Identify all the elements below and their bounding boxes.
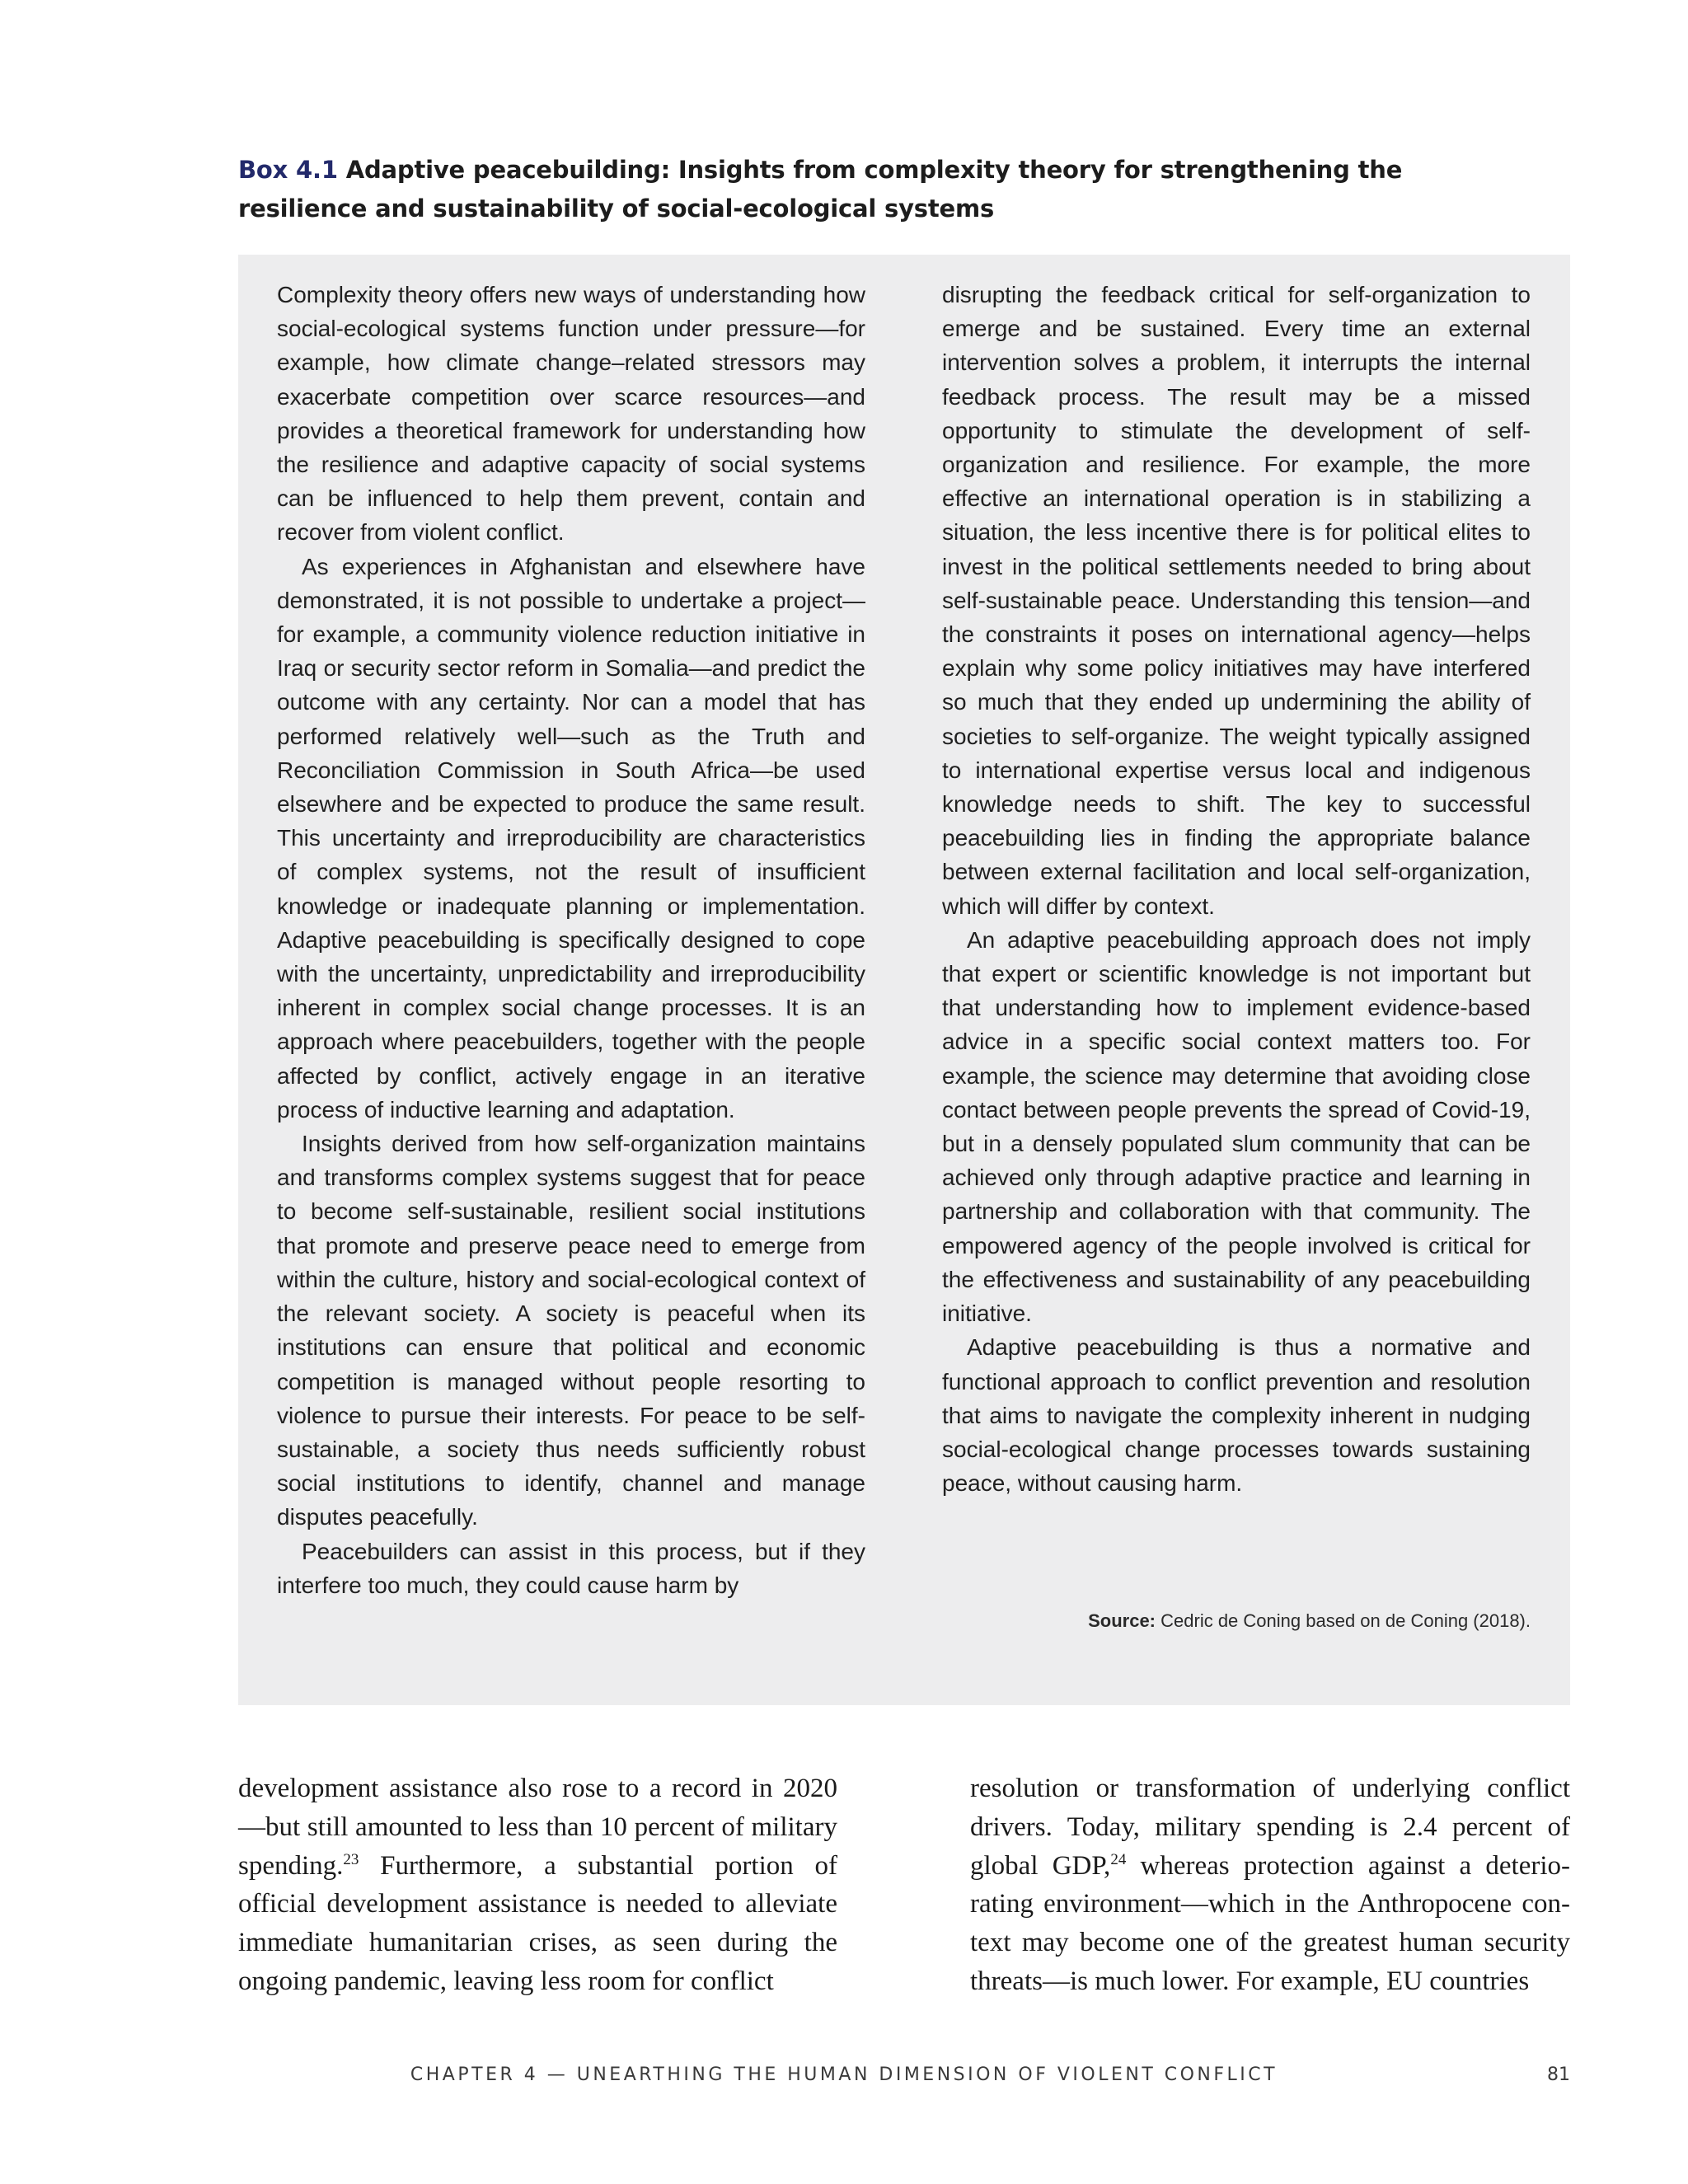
box-right-column: [942, 278, 1531, 1500]
body-text: resolution or transformation of underlying conflict drivers. Today, military spending is 2.4 percent of global GDP,: [970, 1774, 1570, 1881]
box-paragraph: An adaptive peacebuilding approach does not imply that expert or scientific knowledge is not important but that understanding how to implement evidence-based advice in a specific social context matters too. For example, the science may determine that avoiding close contact between people prevents the spread of Covid-19, but in a densely populated slum community that can be achieved only through adaptive practice and learning in partnership and collaboration with that community. The empowered agency of the people involved is critical for the effectiveness and sustainability of any peacebuilding initiative.: [942, 926, 1531, 1327]
page-number: 81: [1547, 2064, 1570, 2085]
footnote-ref[interactable]: 24: [1110, 1850, 1127, 1868]
body-right-column: [970, 1769, 1570, 2001]
box-paragraph: Peacebuilders can assist in this process, but if they interfere too much, they could cause harm by: [277, 1538, 865, 1598]
body-text: whereas protection against a deteriorating environment—which in the Anthropocene context may become one of the greatest human security threats—is much lower. For example, EU countries: [970, 1850, 1570, 1996]
box-paragraph: Insights derived from how self-organization maintains and transforms complex systems suggest that for peace to become self-sustainable, resilient social institutions that promote and preserve peace need to emerge from within the culture, history and social-ecological context of the relevant society. A society is peaceful when its institutions can ensure that political and economic competition is managed without people resorting to violence to pursue their interests. For peace to be self-sustainable, a society thus needs sufficiently robust social institutions to identify, channel and manage disputes peacefully.: [277, 1131, 865, 1530]
box-title: [238, 151, 1450, 228]
box-title-text: Adaptive peacebuilding: Insights from complexity theory for strengthening the resilience and sustainability of social-ecological systems: [238, 156, 1403, 223]
box-paragraph: Adaptive peacebuilding is thus a normative and functional approach to conflict prevention and resolution that aims to navigate the complexity inherent in nudging social-ecological change processes towards sustaining peace, without causing harm.: [942, 1334, 1531, 1497]
body-text: Furthermore, a substantial portion of official development assistance is needed to alleviate immediate humanitarian crises, as seen during the ongoing pandemic, leaving less room for conflict: [238, 1850, 837, 1996]
body-text: development assistance also rose to a record in 2020 —but still amounted to less than 10 percent of military spending.: [238, 1774, 837, 1881]
footnote-ref[interactable]: 23: [343, 1850, 359, 1868]
body-left-column: [238, 1769, 837, 2001]
box-label: Box 4.1: [238, 156, 338, 184]
box-source: [942, 1609, 1531, 1633]
source-label: Source:: [1088, 1610, 1156, 1631]
box-left-column: [277, 278, 865, 1602]
running-footer: CHAPTER 4 — UNEARTHING THE HUMAN DIMENSION OF VIOLENT CONFLICT: [410, 2064, 1278, 2085]
source-text: Cedric de Coning based on de Coning (2018).: [1160, 1610, 1531, 1631]
box-paragraph: Complexity theory offers new ways of understanding how social-ecological systems function under pressure—for example, how climate change–related stressors may exacerbate competition over scarce resources—and provides a theoretical framework for understanding how the resilience and adaptive capacity of social systems can be influenced to help them prevent, contain and recover from violent conflict.: [277, 282, 865, 546]
box-paragraph: disrupting the feedback critical for self-organization to emerge and be sustained. Every time an external intervention solves a problem, it interrupts the internal feedback process. The result may be a missed opportunity to stimulate the development of self-organization and resilience. For example, the more effective an international operation is in stabilizing a situation, the less incentive there is for political elites to invest in the political settlements needed to bring about self-sustainable peace. Understanding this tension—and the constraints it poses on international agency—helps explain why some policy initiatives may have interfered so much that they ended up undermining the ability of societies to self-organize. The weight typically assigned to international expertise versus local and indigenous knowledge needs to shift. The key to successful peacebuilding lies in finding the appropriate balance between external facilitation and local self-organization, which will differ by context.: [942, 282, 1531, 919]
box-paragraph: As experiences in Afghanistan and elsewhere have demonstrated, it is not possible to undertake a project—for example, a community violence reduction initiative in Iraq or security sector reform in Somalia—and predict the outcome with any certainty. Nor can a model that has performed relatively well—such as the Truth and Reconciliation Commission in South Africa—be used elsewhere and be expected to produce the same result. This uncertainty and irreproducibility are characteristics of complex systems, not the result of insufficient knowledge or inadequate planning or implementation. Adaptive peacebuilding is specifically designed to cope with the uncertainty, unpredictability and irreproducibility inherent in complex social change processes. It is an approach where peacebuilders, together with the people affected by conflict, actively engage in an iterative process of inductive learning and adaptation.: [277, 553, 865, 1122]
